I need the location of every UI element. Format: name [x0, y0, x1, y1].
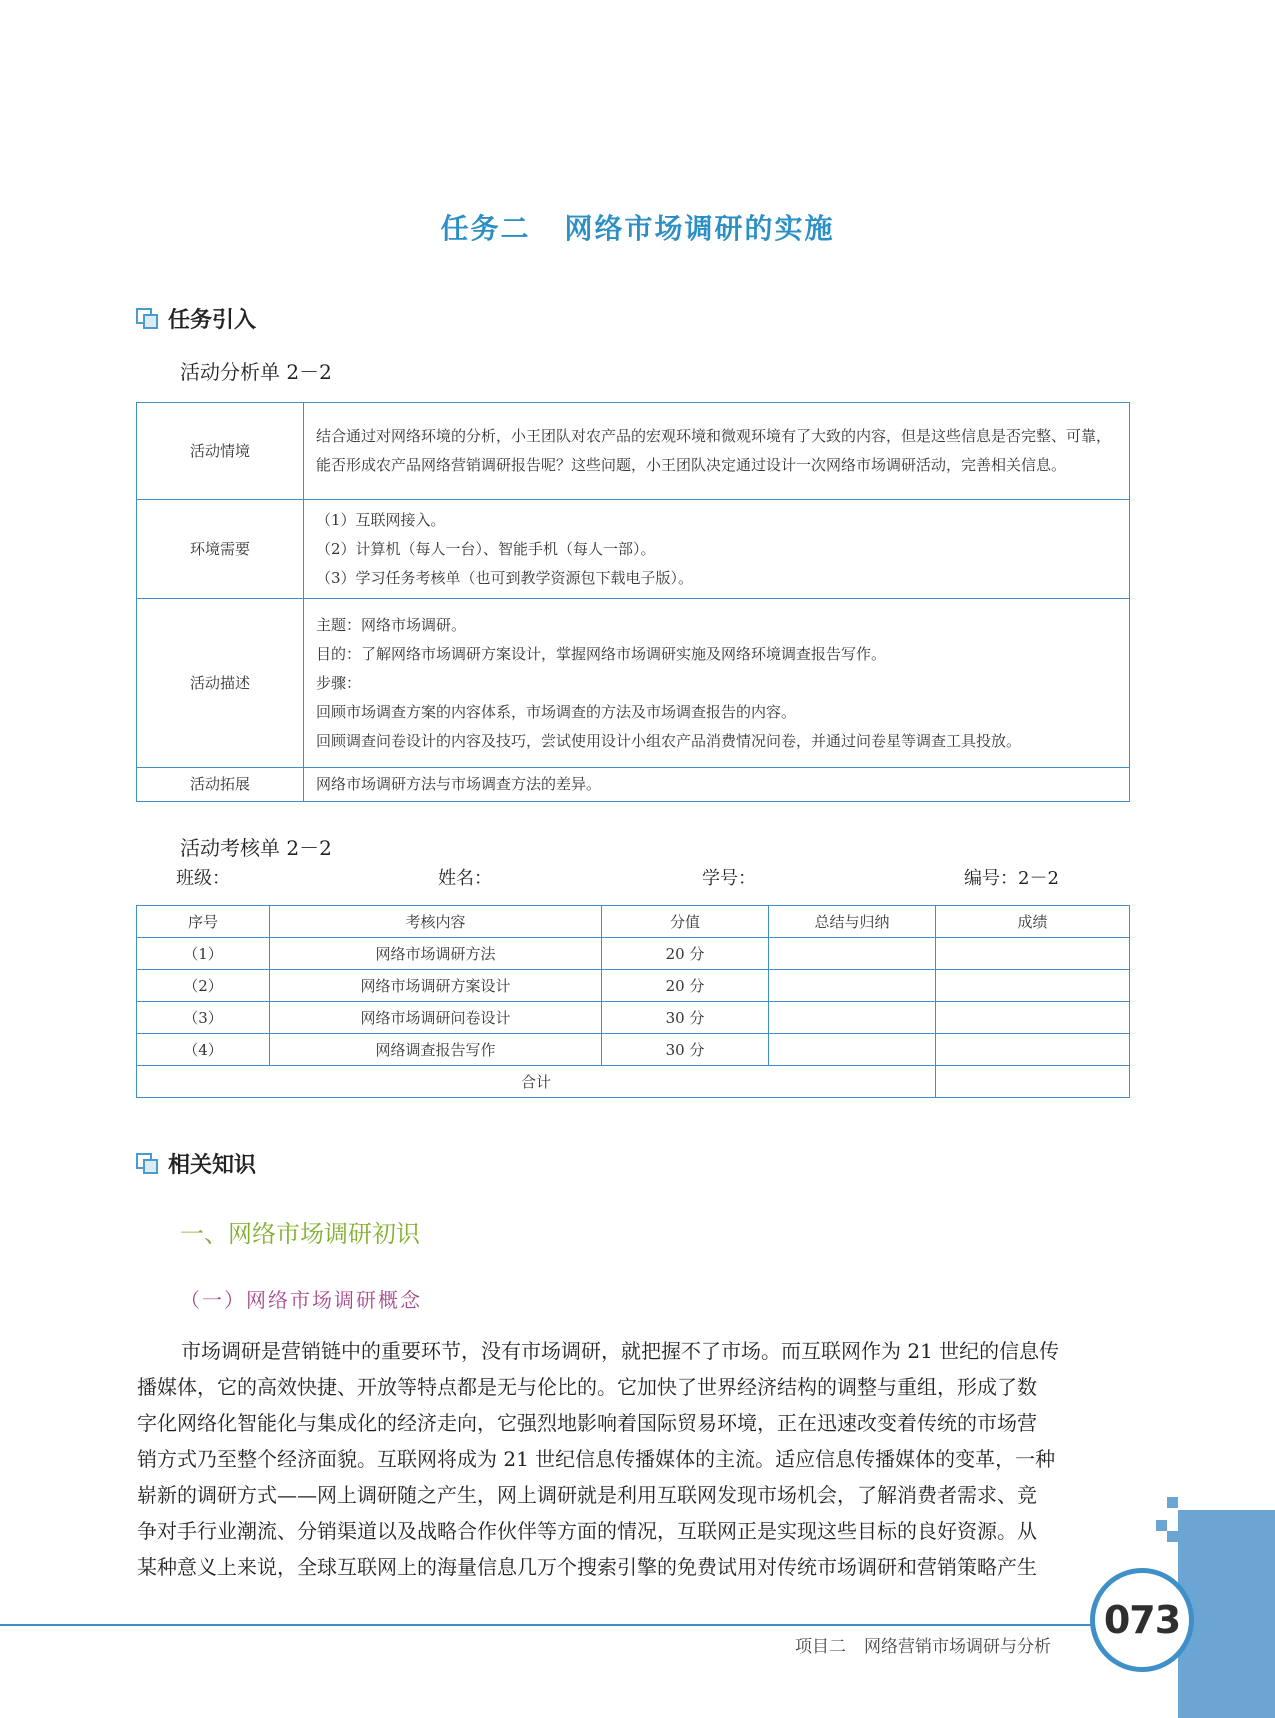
column-header: 分值: [602, 906, 769, 938]
student-id-label: 学号：: [702, 868, 756, 889]
content-line: 结合通过对网络环境的分析，小王团队对农产品的宏观环境和微观环境有了大致的内容，但是这些信息是否完整、可靠，能否形成农产品网络营销调研报告呢？这些问题，小王团队决定通过设计一次网络市场调研活动，完善相关信息。: [316, 427, 1112, 474]
body-paragraph: [137, 1333, 1131, 1585]
cell: [936, 970, 1130, 1002]
cell: （1）: [137, 938, 270, 970]
cell: [936, 1002, 1130, 1034]
paragraph-line: 播媒体，它的高效快捷、开放等特点都是无与伦比的。它加快了世界经济结构的调整与重组，形成了数: [137, 1375, 1037, 1399]
cell: [769, 938, 936, 970]
row-label: 环境需要: [137, 500, 304, 599]
paragraph-line: 销方式乃至整个经济面貌。互联网将成为 21 世纪信息传播媒体的主流。适应信息传播媒体的变革，一种: [137, 1447, 1056, 1471]
name-label: 姓名：: [438, 868, 492, 889]
table-total-row: [137, 1066, 1130, 1098]
content-line: 目的：了解网络市场调研方案设计，掌握网络市场调研实施及网络环境调查报告写作。: [316, 644, 887, 663]
cell: 30 分: [602, 1002, 769, 1034]
content-line: （3）学习任务考核单（也可到教学资源包下载电子版）。: [316, 568, 694, 587]
cell: （2）: [137, 970, 270, 1002]
row-label: 活动情境: [137, 403, 304, 500]
section-title: 相关知识: [168, 1151, 257, 1178]
column-header: 考核内容: [270, 906, 602, 938]
cell: [936, 938, 1130, 970]
total-label: 合计: [137, 1066, 936, 1098]
table-row: [137, 970, 1130, 1002]
table-row: [137, 768, 1130, 802]
footer-book-title: 网络营销市场调研与分析: [864, 1637, 1051, 1657]
section-squares-icon: [136, 308, 158, 328]
footer-rule: [0, 1624, 1100, 1626]
cell: 20 分: [602, 938, 769, 970]
cell: 网络市场调研问卷设计: [270, 1002, 602, 1034]
cell: 20 分: [602, 970, 769, 1002]
column-header: 成绩: [936, 906, 1130, 938]
task-number: 任务二: [440, 212, 531, 245]
section-header-knowledge: [136, 1148, 256, 1178]
row-label: 活动描述: [137, 599, 304, 768]
decor-pixel: [1167, 1497, 1178, 1508]
paragraph-line: 某种意义上来说，全球互联网上的海量信息几万个搜索引擎的免费试用对传统市场调研和营销策略产生: [137, 1555, 1037, 1579]
record-number-label: 编号：2－2: [964, 868, 1059, 889]
paragraph-line: 市场调研是营销链中的重要环节，没有市场调研，就把握不了市场。而互联网作为 21 世纪的信息传: [181, 1339, 1060, 1363]
cell: 30 分: [602, 1034, 769, 1066]
content-line: 回顾市场调查方案的内容体系，市场调查的方法及市场调查报告的内容。: [316, 702, 797, 721]
row-content: [304, 768, 1130, 802]
paragraph-line: 争对手行业潮流、分销渠道以及战略合作伙伴等方面的情况，互联网正是实现这些目标的良好资源。从: [137, 1519, 1037, 1543]
row-content: [304, 500, 1130, 599]
heading-level-2: （一）网络市场调研概念: [180, 1288, 422, 1312]
cell: [769, 970, 936, 1002]
table-row: [137, 938, 1130, 970]
table-header-row: [137, 906, 1130, 938]
table-row: [137, 403, 1130, 500]
content-line: 回顾调查问卷设计的内容及技巧，尝试使用设计小组农产品消费情况问卷，并通过问卷星等调查工具投放。: [316, 731, 1022, 750]
cell: （3）: [137, 1002, 270, 1034]
cell: [769, 1034, 936, 1066]
cell: 网络市场调研方法: [270, 938, 602, 970]
class-label: 班级：: [176, 868, 230, 889]
cell: 网络市场调研方案设计: [270, 970, 602, 1002]
row-content: [304, 599, 1130, 768]
activity-analysis-table: [136, 402, 1130, 802]
row-label: 活动拓展: [137, 768, 304, 802]
footer-project: 项目二: [795, 1637, 846, 1657]
task-title-text: 网络市场调研的实施: [564, 212, 835, 245]
cell: [936, 1034, 1130, 1066]
section-squares-icon: [136, 1153, 158, 1173]
content-line: （1）互联网接入。: [316, 510, 446, 529]
table-row: [137, 500, 1130, 599]
decor-pixel: [1156, 1520, 1167, 1531]
section-header-intro: [136, 303, 256, 333]
page-number-badge: [1090, 1568, 1194, 1672]
heading-level-1: 一、网络市场调研初识: [180, 1220, 420, 1248]
assessment-table-caption: 活动考核单 2－2: [180, 836, 332, 860]
table-row: [137, 599, 1130, 768]
running-footer: [795, 1632, 1051, 1657]
page-number: 073: [1103, 1598, 1181, 1642]
content-line: 主题：网络市场调研。: [316, 615, 467, 634]
column-header: 总结与归纳: [769, 906, 936, 938]
cell: 网络调查报告写作: [270, 1034, 602, 1066]
table-row: [137, 1034, 1130, 1066]
column-header: 序号: [137, 906, 270, 938]
paragraph-line: 崭新的调研方式——网上调研随之产生，网上调研就是利用互联网发现市场机会，了解消费者需求、竞: [137, 1483, 1037, 1507]
content-line: 网络市场调研方法与市场调查方法的差异。: [316, 775, 602, 793]
section-title: 任务引入: [168, 306, 257, 333]
decor-pixel: [1167, 1531, 1178, 1542]
task-title: [0, 207, 1275, 247]
row-content: [304, 403, 1130, 500]
paragraph-line: 字化网络化智能化与集成化的经济走向，它强烈地影响着国际贸易环境，正在迅速改变着传统的市场营: [137, 1411, 1037, 1435]
total-score-cell: [936, 1066, 1130, 1098]
content-line: 步骤：: [316, 673, 362, 692]
cell: [769, 1002, 936, 1034]
cell: （4）: [137, 1034, 270, 1066]
analysis-table-caption: 活动分析单 2－2: [180, 360, 332, 384]
content-line: （2）计算机（每人一台）、智能手机（每人一部）。: [316, 539, 656, 558]
activity-assessment-table: [136, 905, 1130, 1098]
table-row: [137, 1002, 1130, 1034]
